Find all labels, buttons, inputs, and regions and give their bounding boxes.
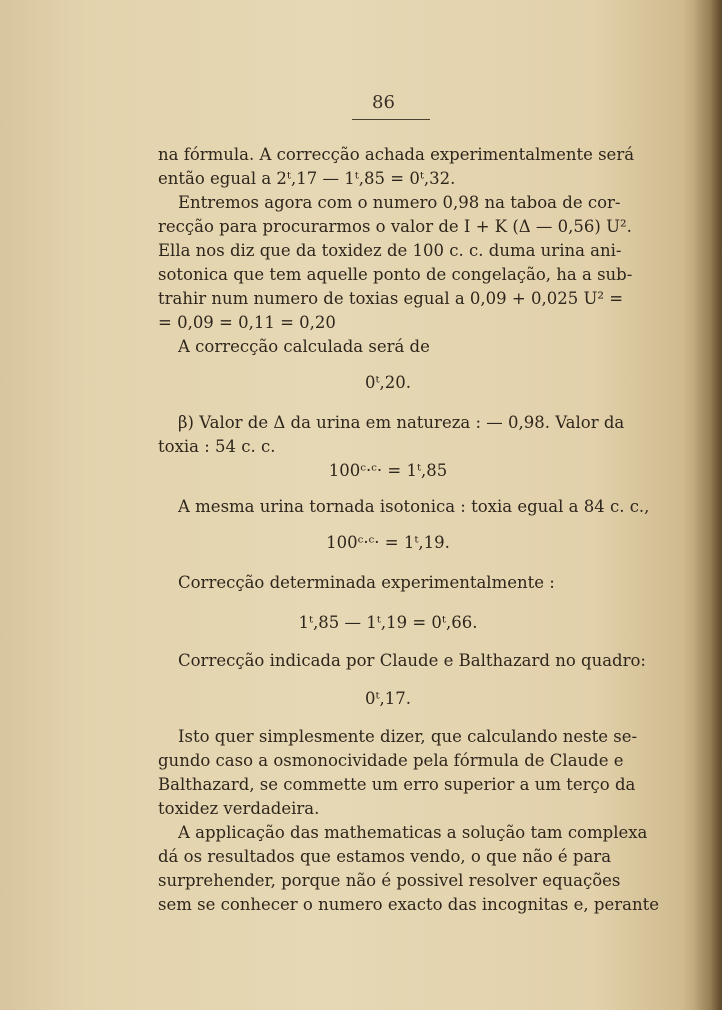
page-number: 86 bbox=[372, 92, 395, 113]
text-line: surprehender, porque não é possivel resolver equações bbox=[158, 871, 621, 890]
header-rule bbox=[352, 119, 430, 120]
text-line: sem se conhecer o numero exacto das incognitas e, perante bbox=[158, 895, 659, 914]
text-line: toxidez verdadeira. bbox=[158, 799, 320, 818]
text-line: Isto quer simplesmente dizer, que calculando neste se- bbox=[178, 727, 638, 746]
page-edge-shadow bbox=[682, 0, 722, 1010]
text-line: então egual a 2ᵗ,17 — 1ᵗ,85 = 0ᵗ,32. bbox=[158, 169, 456, 188]
equation-result: 0ᵗ,17. bbox=[364, 689, 412, 708]
text-line: A correcção calculada será de bbox=[178, 337, 430, 356]
text-line: recção para procurarmos o valor de I + K (Δ — 0,56) U². bbox=[158, 217, 632, 236]
equation-result: 0ᵗ,20. bbox=[364, 373, 412, 392]
equation: 100ᶜ·ᶜ· = 1ᵗ,85 bbox=[328, 461, 448, 480]
text-line: A mesma urina tornada isotonica : toxia egual a 84 c. c., bbox=[178, 497, 650, 516]
text-line: gundo caso a osmonocividade pela fórmula de Claude e bbox=[158, 751, 624, 770]
text-line: trahir num numero de toxias egual a 0,09 + 0,025 U² = bbox=[158, 289, 624, 308]
text-line: na fórmula. A correcção achada experimentalmente será bbox=[158, 145, 635, 164]
text-line: A applicação das mathematicas a solução tam complexa bbox=[178, 823, 648, 842]
equation: 100ᶜ·ᶜ· = 1ᵗ,19. bbox=[326, 533, 450, 552]
text-line: = 0,09 = 0,11 = 0,20 bbox=[158, 313, 336, 332]
text-line: dá os resultados que estamos vendo, o que não é para bbox=[158, 847, 612, 866]
text-line: Correcção determinada experimentalmente : bbox=[178, 573, 555, 592]
text-line: β) Valor de Δ da urina em natureza : — 0,98. Valor da bbox=[178, 413, 625, 432]
text-line: sotonica que tem aquelle ponto de congelação, ha a sub- bbox=[158, 265, 633, 284]
text-line: Entremos agora com o numero 0,98 na taboa de cor- bbox=[178, 193, 621, 212]
text-line: toxia : 54 c. c. bbox=[158, 437, 276, 456]
equation: 1ᵗ,85 — 1ᵗ,19 = 0ᵗ,66. bbox=[298, 613, 478, 632]
text-line: Correcção indicada por Claude e Balthazard no quadro: bbox=[178, 651, 646, 670]
text-line: Balthazard, se commette um erro superior a um terço da bbox=[158, 775, 636, 794]
text-line: Ella nos diz que da toxidez de 100 c. c. duma urina ani- bbox=[158, 241, 622, 260]
